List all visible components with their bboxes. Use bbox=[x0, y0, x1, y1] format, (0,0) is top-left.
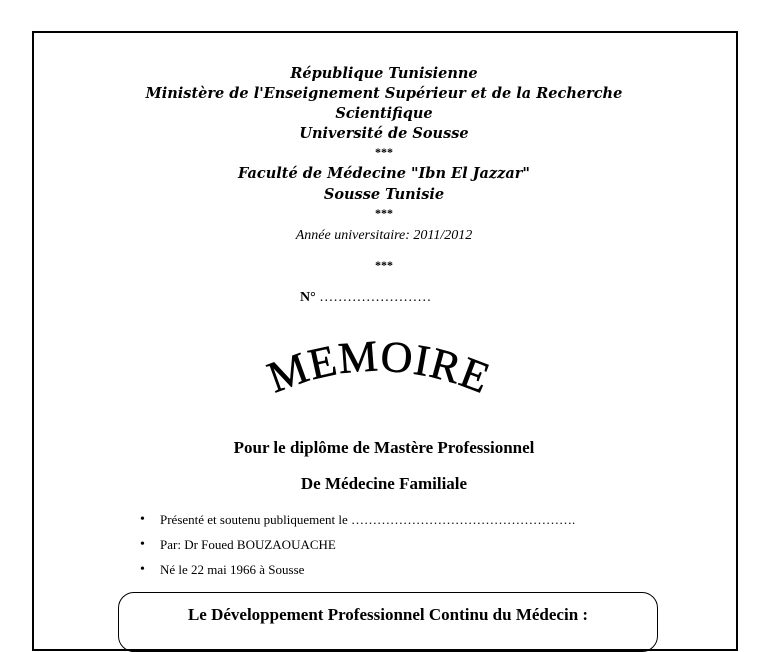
header-faculty: Faculté de Médecine "Ibn El Jazzar" bbox=[238, 165, 530, 182]
separator-stars-2: *** bbox=[375, 206, 393, 220]
thesis-title: Le Développement Professionnel Continu du Médecin : bbox=[187, 605, 589, 624]
thesis-title-box bbox=[118, 592, 658, 652]
birth-info: Né le 22 mai 1966 à Sousse bbox=[160, 562, 305, 577]
author: Par: Dr Foued BOUZAOUACHE bbox=[160, 537, 336, 552]
list-item bbox=[140, 507, 575, 532]
header-city: Sousse Tunisie bbox=[323, 186, 445, 203]
header-university: Université de Sousse bbox=[299, 125, 469, 142]
bullet-list bbox=[140, 507, 575, 582]
separator-stars-1: *** bbox=[375, 145, 393, 159]
presentation-date: Présenté et soutenu publiquement le ……………………………………………. bbox=[160, 512, 576, 527]
memoire-title: MEMOIRE bbox=[261, 340, 497, 404]
bullet-icon: • bbox=[140, 537, 145, 552]
header-ministry-line1: Ministère de l'Enseignement Supérieur et de la Recherche bbox=[145, 85, 623, 102]
header-ministry-line2: Scientifique bbox=[335, 105, 433, 122]
number-label: N° bbox=[300, 290, 316, 305]
academic-year: Année universitaire: 2011/2012 bbox=[295, 228, 473, 243]
diploma-line2: De Médecine Familiale bbox=[300, 474, 468, 493]
memoire-title-graphic bbox=[230, 340, 530, 420]
header-republic: République Tunisienne bbox=[290, 65, 478, 82]
bullet-icon: • bbox=[140, 512, 145, 527]
list-item bbox=[140, 557, 575, 582]
document-number bbox=[300, 290, 431, 306]
diploma-line1: Pour le diplôme de Mastère Professionnel bbox=[233, 438, 535, 457]
bullet-icon: • bbox=[140, 562, 145, 577]
svg-text:MEMOIRE bbox=[261, 340, 497, 403]
list-item bbox=[140, 532, 575, 557]
separator-stars-3: *** bbox=[375, 258, 393, 272]
number-dots: …………………… bbox=[319, 290, 432, 305]
